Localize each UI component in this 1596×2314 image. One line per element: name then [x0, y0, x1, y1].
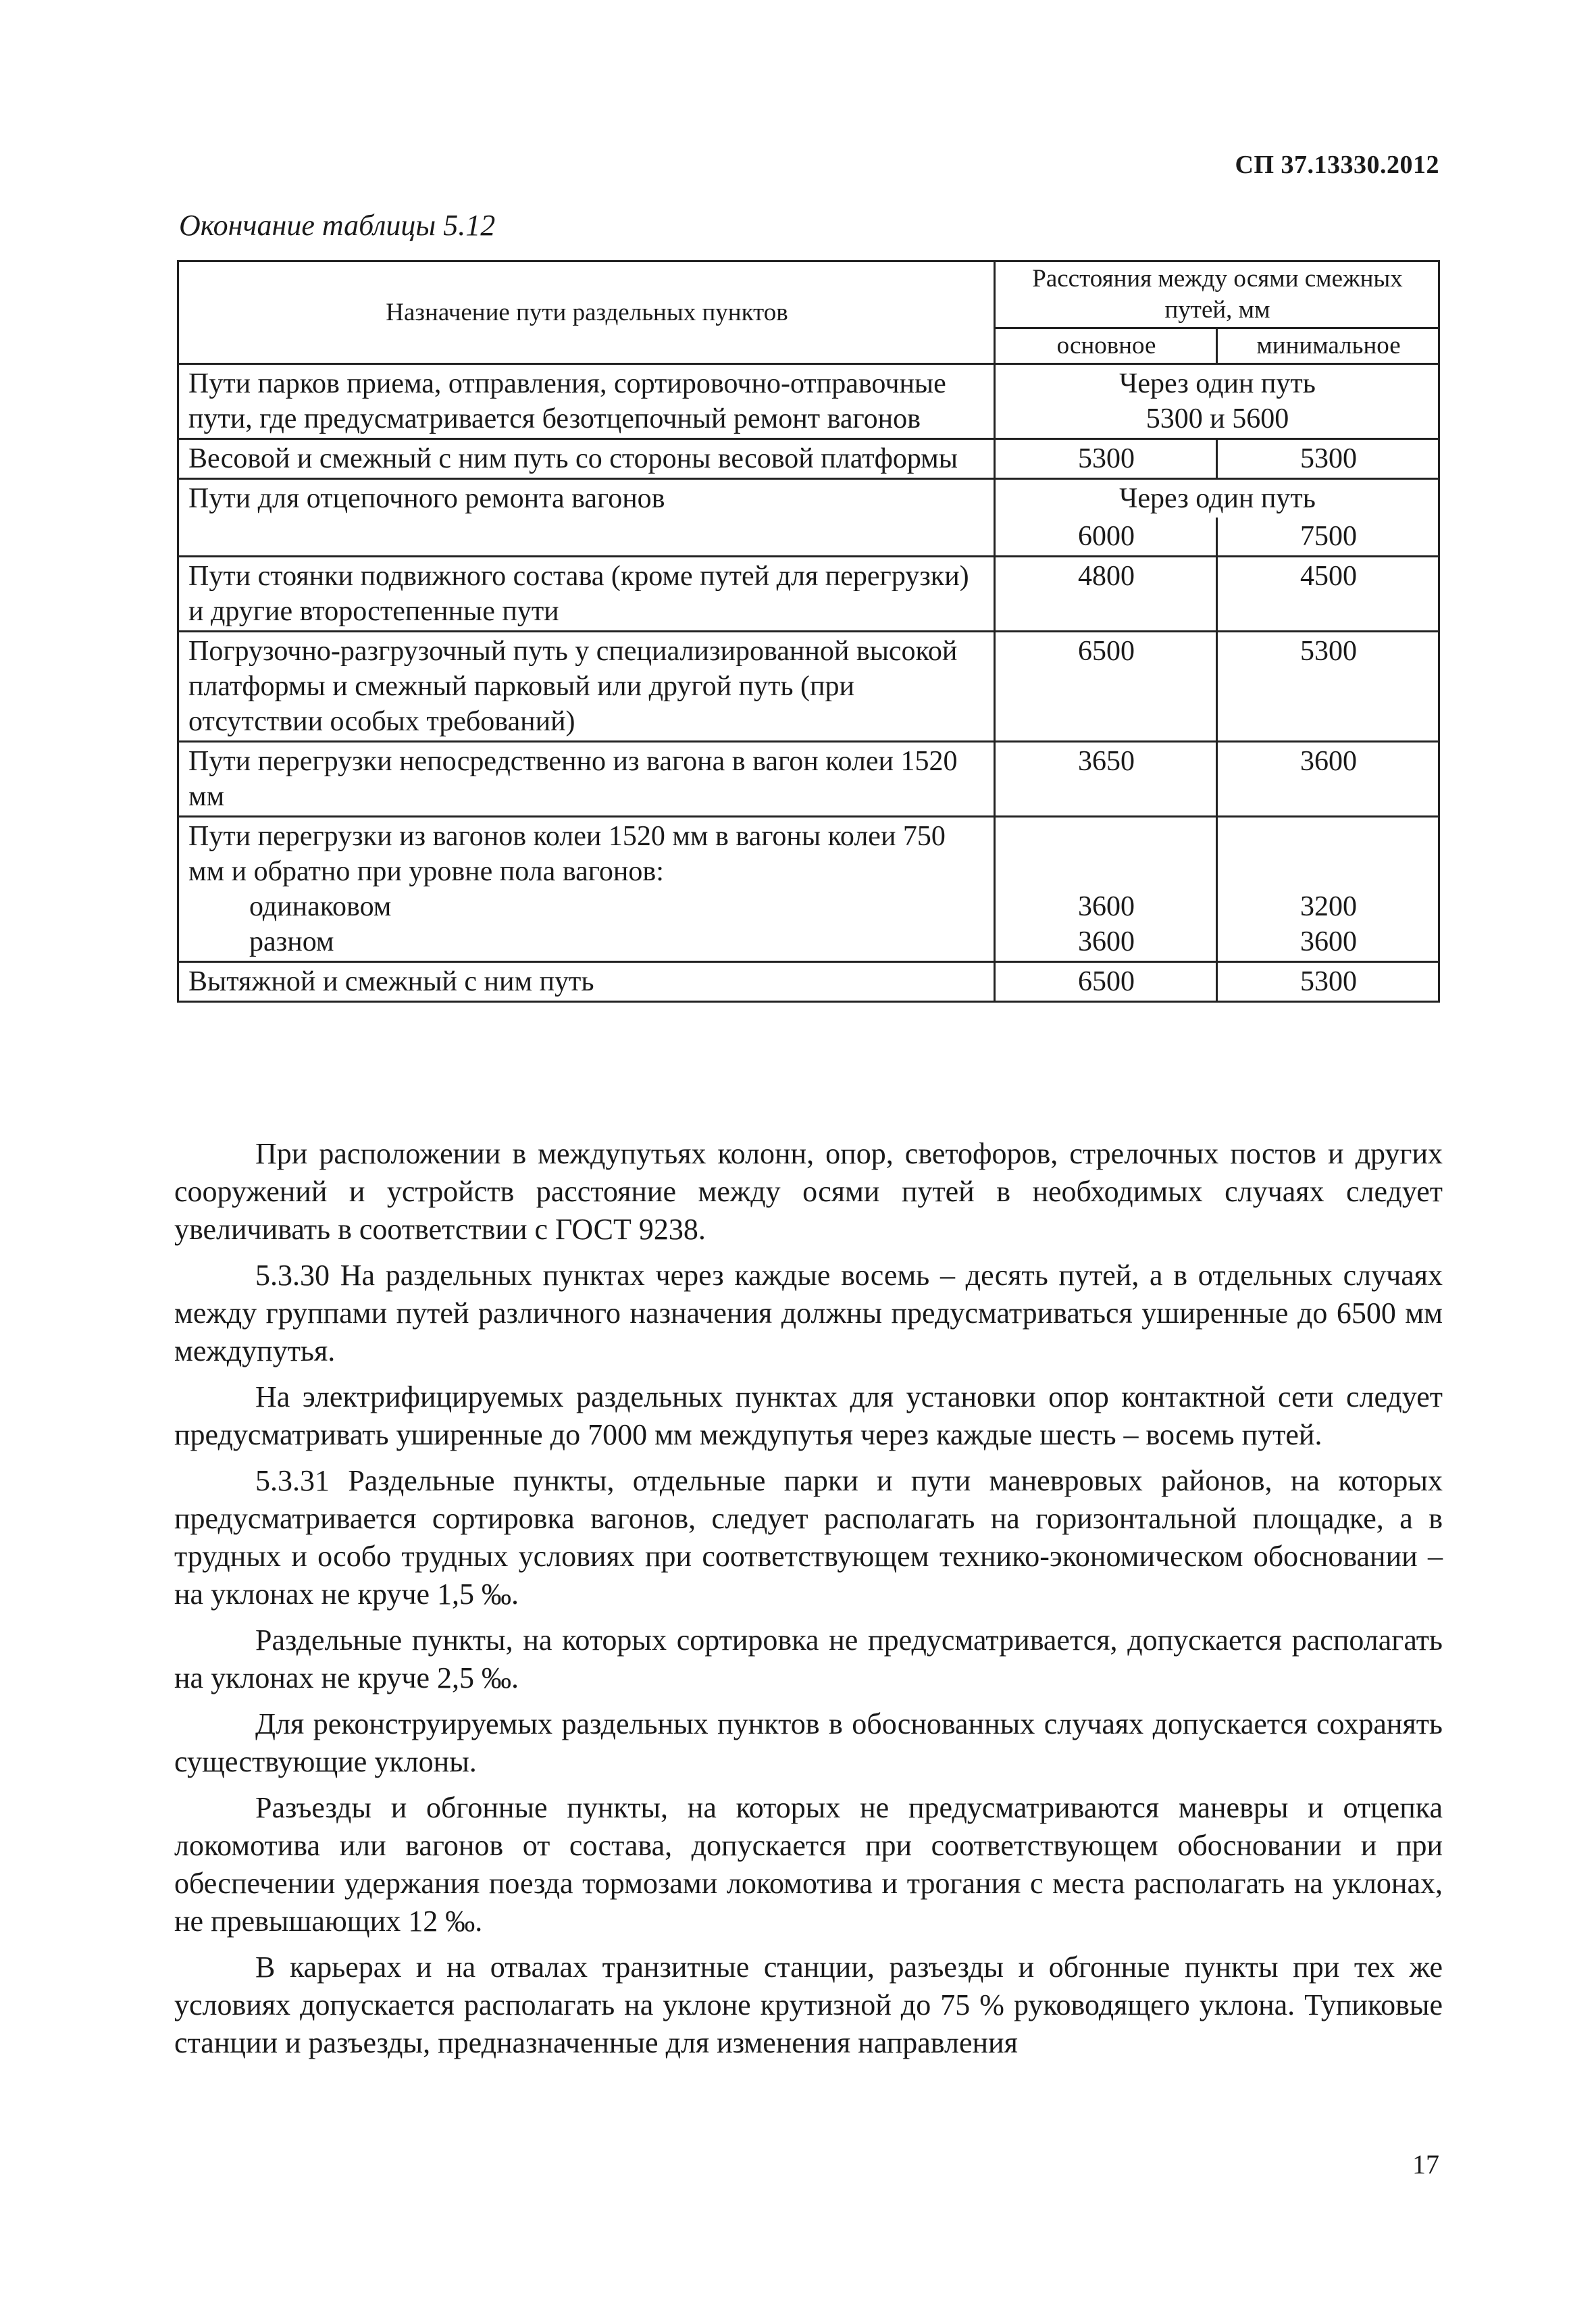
header-distance: Расстояния между осями смежных путей, мм [995, 261, 1439, 328]
row-purpose: Пути стоянки подвижного состава (кроме путей для перегрузки) и другие второстепенные пути [178, 557, 995, 632]
row-basic: 6500 [995, 962, 1217, 1002]
header-purpose: Назначение пути раздельных пунктов [178, 261, 995, 364]
table-row [178, 742, 1439, 817]
table-row [178, 479, 1439, 518]
paragraph: 5.3.31 Раздельные пункты, отдельные парки и пути маневровых районов, на которых предусматривается сортировка вагонов, следует располагать на горизонтальной площадке, а в трудных и особо трудных условиях при соответствующем технико-экономическом обосновании – на уклонах не круче 1,5 ‰. [174, 1464, 1443, 1611]
span-line: Через один путь [1119, 368, 1316, 399]
distance-table [177, 260, 1440, 1003]
row-minimal: 3600 [1300, 926, 1357, 957]
header-basic: основное [995, 328, 1217, 364]
row-purpose: Пути парков приема, отправления, сортировочно-отправочные пути, где предусматривается безотцепочный ремонт вагонов [178, 364, 995, 439]
paragraph: Разъезды и обгонные пункты, на которых не предусматриваются маневры и отцепка локомотива или вагонов от состава, допускается при соответствующем обосновании и при обеспечении удержания поезда тормозами локомотива и трогания с места располагать на уклонах, не превышающих 12 ‰. [174, 1791, 1443, 1938]
table-row [178, 364, 1439, 439]
row-purpose: Погрузочно-разгрузочный путь у специализированной высокой платформы и смежный парковый или другой путь (при отсутствии особых требований) [178, 632, 995, 742]
row-basic: 6000 [995, 518, 1217, 557]
row-purpose: Пути перегрузки непосредственно из вагона в вагон колеи 1520 мм [178, 742, 995, 817]
row-basic: 3600 [1078, 891, 1135, 922]
row-minimal: 3600 [1217, 742, 1439, 817]
row-purpose: Весовой и смежный с ним путь со стороны весовой платформы [178, 439, 995, 479]
header-minimal: минимальное [1217, 328, 1439, 364]
row-basic: 4800 [995, 557, 1217, 632]
row-minimal: 3200 [1300, 891, 1357, 922]
document-code: СП 37.13330.2012 [1235, 151, 1439, 179]
row-minimal-group [1217, 817, 1439, 962]
row-minimal: 7500 [1217, 518, 1439, 557]
table-header-row [178, 261, 1439, 328]
row-purpose: Пути для отцепочного ремонта вагонов [178, 479, 995, 557]
paragraph: Раздельные пункты, на которых сортировка не предусматривается, допускается располагать на уклонах не круче 2,5 ‰. [174, 1624, 1443, 1694]
paragraph: Для реконструируемых раздельных пунктов в обоснованных случаях допускается сохранять существующие уклоны. [174, 1707, 1443, 1778]
row-subitem: одинаковом [249, 891, 392, 922]
table-row [178, 439, 1439, 479]
row-subitem: разном [249, 926, 334, 957]
span-line: 5300 и 5600 [1145, 403, 1289, 434]
row-basic: 6500 [995, 632, 1217, 742]
table-row [178, 962, 1439, 1002]
row-basic-group [995, 817, 1217, 962]
body-text [174, 1135, 1443, 2062]
row-purpose-group [178, 817, 995, 962]
paragraph: При расположении в междупутьях колонн, опор, светофоров, стрелочных постов и других сооружений и устройств расстояние между осями путей в необходимых случаях следует увеличивать в соответствии с ГОСТ 9238. [174, 1137, 1443, 1246]
row-purpose: Пути перегрузки из вагонов колеи 1520 мм в вагоны колеи 750 мм и обратно при уровне пола вагонов: [188, 821, 946, 887]
row-minimal: 5300 [1217, 439, 1439, 479]
paragraph: В карьерах и на отвалах транзитные станции, разъезды и обгонные пункты при тех же условиях допускается располагать на уклоне крутизной до 75 % руководящего уклона. Тупиковые станции и разъезды, предназначенные для изменения направления [174, 1951, 1443, 2059]
table-row [178, 632, 1439, 742]
row-minimal: 5300 [1217, 962, 1439, 1002]
paragraph: 5.3.30 На раздельных пунктах через каждые восемь – десять путей, а в отдельных случаях между группами путей различного назначения должны предусматриваться уширенные до 6500 мм междупутья. [174, 1259, 1443, 1367]
row-minimal: 5300 [1217, 632, 1439, 742]
row-minimal: 4500 [1217, 557, 1439, 632]
row-basic: 3650 [995, 742, 1217, 817]
table-row [178, 817, 1439, 962]
paragraph: На электрифицируемых раздельных пунктах для установки опор контактной сети следует предусматривать уширенные до 7000 мм междупутья через каждые шесть – восемь путей. [174, 1380, 1443, 1451]
table-row [178, 557, 1439, 632]
table-caption: Окончание таблицы 5.12 [179, 209, 496, 242]
page-number: 17 [1412, 2149, 1439, 2180]
row-basic: 3600 [1078, 926, 1135, 957]
row-span-value: Через один путь [995, 479, 1439, 518]
row-purpose: Вытяжной и смежный с ним путь [178, 962, 995, 1002]
row-basic: 5300 [995, 439, 1217, 479]
row-span-value [995, 364, 1439, 439]
